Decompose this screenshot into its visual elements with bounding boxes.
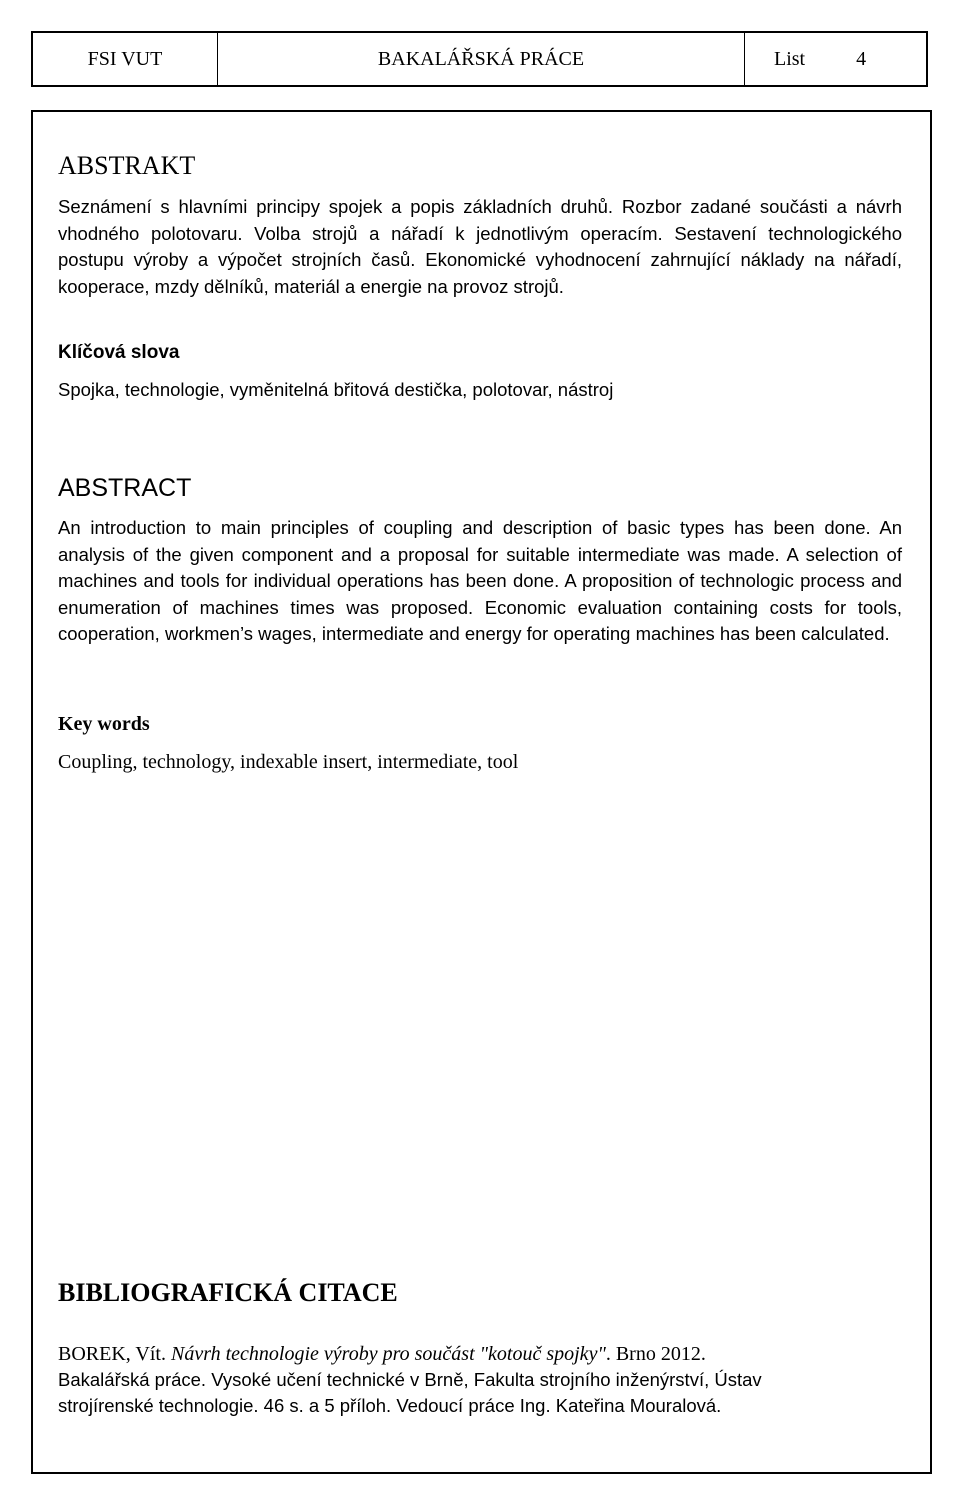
citation-line-1 (58, 1341, 902, 1367)
citation-line-3: strojírenské technologie. 46 s. a 5 příloh. Vedoucí práce Ing. Kateřina Mouralová. (58, 1395, 722, 1416)
header-list-label: List (774, 47, 806, 70)
citation-line-2: Bakalářská práce. Vysoké učení technické v Brně, Fakulta strojního inženýrství, Ústav (58, 1369, 762, 1390)
abstrakt-title: ABSTRAKT (58, 151, 196, 180)
page-header (31, 31, 928, 87)
content-frame (31, 110, 932, 1474)
citation-author: BOREK, Vít. (58, 1343, 171, 1365)
header-list-cell (745, 33, 926, 85)
header-school: FSI VUT (33, 33, 218, 85)
abstract-text: An introduction to main principles of coupling and description of basic types has been done. An analysis of the given component and a proposal for suitable intermediate was made. A selection of machines and tools for individual operations has been done. A proposition of technologic process and enumeration of machines times was proposed. Economic evaluation containing costs for tools, cooperation, workmen’s wages, intermediate and energy for operating machines has been calculated. (58, 517, 902, 644)
header-page-number: 4 (856, 47, 867, 70)
citation-text (58, 1341, 902, 1419)
abstract-keywords: Coupling, technology, indexable insert, intermediate, tool (58, 751, 519, 773)
citation-work-title: Návrh technologie výroby pro součást "kotouč spojky" (170, 1343, 606, 1365)
citation-place-year: . Brno 2012. (605, 1343, 706, 1365)
abstrakt-keywords: Spojka, technologie, vyměnitelná břitová destička, polotovar, nástroj (58, 379, 614, 400)
header-document-type: BAKALÁŘSKÁ PRÁCE (218, 33, 745, 85)
abstract-keywords-title: Key words (58, 713, 150, 735)
citation-title: BIBLIOGRAFICKÁ CITACE (58, 1278, 398, 1307)
abstrakt-text: Seznámení s hlavními principy spojek a popis základních druhů. Rozbor zadané součásti a návrh vhodného polotovaru. Volba strojů a nářadí k jednotlivým operacím. Sestavení technologického postupu výroby a výpočet strojních časů. Ekonomické vyhodnocení zahrnující náklady na nářadí, kooperace, mzdy dělníků, materiál a energie na provoz strojů. (58, 196, 902, 297)
abstract-title: ABSTRACT (58, 474, 192, 502)
abstrakt-keywords-title: Klíčová slova (58, 342, 180, 363)
